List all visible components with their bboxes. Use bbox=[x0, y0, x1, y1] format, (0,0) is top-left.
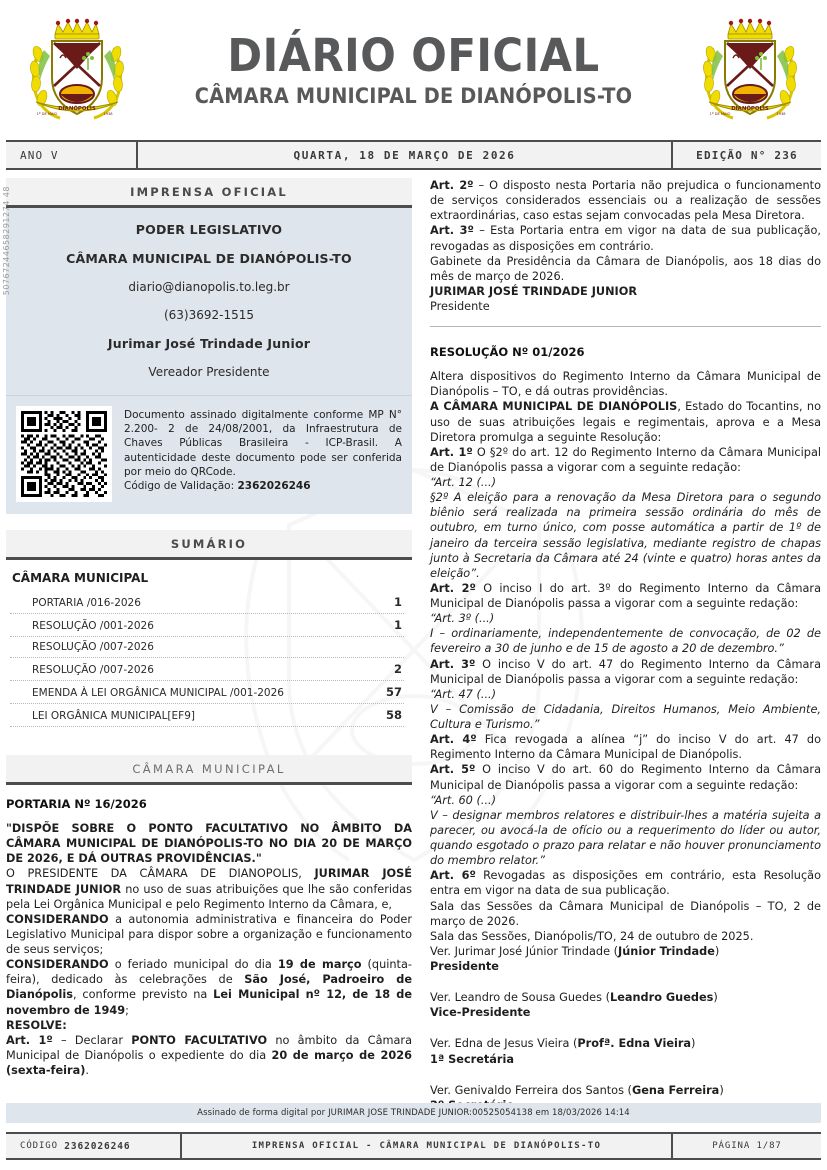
portaria-title: PORTARIA Nº 16/2026 bbox=[6, 797, 147, 811]
sumario-body bbox=[6, 560, 412, 737]
sala-sessoes-1: Sala das Sessões da Câmara Municipal de Dianópolis – TO, 2 de março de 2026. bbox=[430, 899, 821, 928]
resolucao-art3-quote-body: V – Comissão de Cidadania, Direitos Humanos, Meio Ambiente, Cultura e Turismo.” bbox=[430, 702, 821, 731]
p4-part-f: . bbox=[85, 1064, 89, 1077]
sumario-row-page: 57 bbox=[385, 685, 402, 699]
camara-label: CÂMARA MUNICIPAL DE DIANÓPOLIS-TO bbox=[66, 251, 352, 266]
email-text[interactable]: diario@dianopolis.to.leg.br bbox=[128, 280, 290, 294]
p3-part-d: (quinta-feira), dedicado às celebrações de bbox=[6, 958, 412, 987]
edition-number: EDIÇÃO N° 236 bbox=[696, 148, 798, 162]
qr-code-icon[interactable] bbox=[16, 406, 112, 502]
resolucao-art1-quote-body: §2º A eleição para a renovação da Mesa Diretora para o segundo biênio será realizada na primeira sessão ordinária do mês de outubro, em turno único, com posse automática a partir de 1º de janeiro da terceira sessão legislativa, mediante registro de chapas junto à Secretaria da Câmara até 24 (vinte e quatro) horas antes da eleição”. bbox=[430, 491, 821, 580]
mesa-member-name bbox=[430, 944, 821, 959]
masthead-text bbox=[132, 29, 695, 108]
res-open-a: A CÂMARA MUNICIPAL DE DIANÓPOLIS bbox=[430, 400, 678, 414]
resolve-label: RESOLVE: bbox=[6, 1018, 67, 1032]
p3-part-c: 19 de março bbox=[277, 958, 362, 972]
p1-part-b: JURIMAR JOSÉ TRINDADE JUNIOR bbox=[6, 867, 412, 896]
r-art1-label: Art. 1º bbox=[430, 445, 473, 459]
sumario-row[interactable] bbox=[10, 681, 404, 704]
sumario-row[interactable] bbox=[10, 658, 404, 681]
resolucao-art4 bbox=[430, 732, 821, 762]
camara-section bbox=[6, 755, 412, 1078]
svg-text:1º DE MAIO: 1º DE MAIO bbox=[709, 112, 731, 116]
mesa-diretora-list bbox=[430, 944, 821, 1113]
r-art5-label: Art. 5º bbox=[430, 763, 476, 777]
resolucao-art2-quote-body: I – ordinariamente, independentemente de convocação, de 02 de fevereiro a 30 de junho e de 15 de agosto a 20 de dezembro.” bbox=[430, 627, 821, 656]
resolucao-art1 bbox=[430, 445, 821, 475]
edition-bar bbox=[6, 140, 821, 170]
sumario-panel bbox=[6, 530, 412, 737]
portaria-art2 bbox=[430, 178, 821, 223]
validation-text-block bbox=[124, 406, 402, 493]
digital-validation-block bbox=[6, 395, 412, 514]
edition-year: ANO V bbox=[6, 142, 138, 168]
mesa-member-suffix: ) bbox=[714, 944, 720, 958]
p3-part-g: Lei Municipal nº 12, de 18 de novembro de 1949 bbox=[6, 988, 412, 1017]
portaria-ementa: "DISPÕE SOBRE O PONTO FACULTATIVO NO ÂMBITO DA CÂMARA MUNICIPAL DE DIANÓPOLIS-TO NO DIA 20 DE MARÇO DE 2026, E DÁ OUTRAS PROVIDÊNCIAS." bbox=[6, 822, 412, 866]
resolucao-ementa: Altera dispositivos do Regimento Interno da Câmara Municipal de Dianópolis – TO, e dá outras providências. bbox=[430, 370, 821, 399]
r-art6-label: Art. 6º bbox=[430, 869, 476, 883]
camara-section-header: CÂMARA MUNICIPAL bbox=[6, 755, 412, 785]
footer-code-label: CÓDIGO bbox=[20, 1141, 58, 1151]
resolucao-art3 bbox=[430, 657, 821, 687]
resolucao-art6 bbox=[430, 868, 821, 898]
validation-description: Documento assinado digitalmente conforme MP N° 2.200- 2 de 24/08/2001, da Infraestrutura de Chaves Públicas Brasileira - ICP-Brasil. A autenticidade deste documento pode ser conferida por meio do QRCode. bbox=[124, 409, 402, 478]
sumario-row[interactable] bbox=[10, 591, 404, 614]
svg-text:1938: 1938 bbox=[776, 112, 786, 116]
coat-of-arms-icon bbox=[695, 14, 805, 126]
mesa-member-fullname: Ver. Edna de Jesus Vieira ( bbox=[430, 1037, 578, 1051]
mesa-member-name bbox=[430, 1083, 821, 1098]
president-role: Vereador Presidente bbox=[148, 365, 270, 379]
sumario-row-page: 2 bbox=[393, 662, 402, 676]
resolucao-art2-quote-head: “Art. 3º (...) bbox=[430, 612, 495, 626]
p4-part-d: no âmbito da Câmara Municipal de Dianópolis o expediente do dia bbox=[6, 1033, 412, 1062]
resolucao-art3-quote-head: “Art. 47 (...) bbox=[430, 687, 497, 701]
mesa-member-fullname: Ver. Genivaldo Ferreira dos Santos ( bbox=[430, 1083, 632, 1097]
sumario-row-label: RESOLUÇÃO /007-2026 bbox=[32, 664, 154, 676]
sumario-row-page: 1 bbox=[393, 618, 402, 632]
resolucao-art5-quote-body: V – designar membros relatores e distribuir-lhes a matéria sujeita a parecer, ou avocá-la de ofício ou a requerimento do líder ou autor, quando esgotado o prazo para relatar e não houver pronunciamento do membro relator.” bbox=[430, 808, 821, 868]
page-subtitle: CÂMARA MUNICIPAL DE DIANÓPOLIS-TO bbox=[194, 83, 633, 108]
president-name: Jurimar José Trindade Junior bbox=[107, 336, 311, 351]
r-art4-label: Art. 4º bbox=[430, 733, 477, 747]
p3-part-f: , conforme previsto na bbox=[73, 988, 214, 1002]
footer-title: IMPRENSA OFICIAL - CÂMARA MUNICIPAL DE DIANÓPOLIS-TO bbox=[182, 1134, 673, 1158]
p1-part-c: no uso de suas atribuições que lhe são conferidas pela Lei Orgânica Municipal e pelo Regimento Interno da Câmara, e, bbox=[6, 882, 413, 911]
mesa-member-role: 1ª Secretária bbox=[430, 1052, 514, 1066]
portaria-art3 bbox=[430, 223, 821, 253]
mesa-member-suffix: ) bbox=[719, 1083, 724, 1097]
svg-text:1º DE MAIO: 1º DE MAIO bbox=[36, 112, 58, 116]
mesa-member-name bbox=[430, 1036, 821, 1051]
sumario-row[interactable] bbox=[10, 614, 404, 637]
p1-part-a: O PRESIDENTE DA CÂMARA DE DIANOPOLIS, bbox=[6, 867, 315, 881]
portaria-signature-role: Presidente bbox=[430, 300, 490, 313]
r-art4-text: Fica revogada a alínea “j” do inciso V do art. 47 do Regimento Interno da Câmara Municipal de Dianópolis. bbox=[430, 733, 821, 762]
sumario-header: SUMÁRIO bbox=[6, 530, 412, 560]
p4-part-a: Art. 1º bbox=[6, 1033, 53, 1047]
sumario-row-label: PORTARIA /016-2026 bbox=[32, 597, 141, 609]
imprensa-header: IMPRENSA OFICIAL bbox=[6, 178, 412, 208]
footer-page: PÁGINA 1/87 bbox=[712, 1141, 782, 1151]
sumario-group-label: CÂMARA MUNICIPAL bbox=[12, 571, 149, 585]
p2-part-b: a autonomia administrativa e financeira do Poder Legislativo Municipal para dispor sobre a organização e funcionamento de seus serviços; bbox=[6, 912, 412, 956]
sumario-row-label: LEI ORGÂNICA MUNICIPAL[EF9] bbox=[32, 710, 195, 722]
content-columns bbox=[0, 178, 827, 1113]
p3-part-e: São José, Padroeiro de Dianópolis bbox=[6, 973, 412, 1002]
edition-date: QUARTA, 18 DE MARÇO DE 2026 bbox=[138, 142, 673, 168]
mesa-member-role: Presidente bbox=[430, 960, 499, 973]
document-id-strip: 50767244658291274 48 bbox=[2, 186, 11, 296]
r-art2-text: O inciso I do art. 3º do Regimento Interno da Câmara Municipal de Dianópolis passa a vigorar com a seguinte redação: bbox=[430, 581, 822, 610]
r-art3-text: O inciso V do art. 47 do Regimento Interno da Câmara Municipal de Dianópolis passa a vigorar com a seguinte redação: bbox=[430, 657, 822, 686]
p3-part-a: CONSIDERANDO bbox=[6, 958, 109, 972]
masthead bbox=[0, 0, 827, 140]
mesa-member-role: Vice-Presidente bbox=[430, 1006, 531, 1020]
resolucao-preamble bbox=[430, 399, 821, 444]
art2-label: Art. 2º bbox=[430, 179, 474, 192]
mesa-member bbox=[430, 1036, 821, 1066]
right-column bbox=[420, 178, 821, 1113]
p4-part-e: 20 de março de 2026 (sexta-feira) bbox=[6, 1048, 412, 1077]
sumario-row-label: RESOLUÇÃO /007-2026 bbox=[32, 641, 154, 653]
svg-text:DIANÓPOLIS: DIANÓPOLIS bbox=[731, 106, 769, 112]
portaria-paragraph-1 bbox=[6, 866, 412, 911]
sumario-row[interactable] bbox=[10, 704, 404, 727]
sumario-rows bbox=[10, 591, 404, 727]
resolucao-art2 bbox=[430, 581, 821, 611]
section-divider bbox=[430, 326, 821, 327]
art3-label: Art. 3º bbox=[430, 224, 474, 238]
footer-code bbox=[6, 1134, 182, 1158]
mesa-member-suffix: ) bbox=[713, 991, 718, 1005]
mesa-member bbox=[430, 944, 821, 974]
resolucao-title: RESOLUÇÃO Nº 01/2026 bbox=[430, 345, 585, 360]
resolucao-art5-quote-head: “Art. 60 (...) bbox=[430, 793, 497, 807]
portaria-signature-name: JURIMAR JOSÉ TRINDADE JUNIOR bbox=[430, 284, 638, 298]
res-open-b: , Estado do Tocantins, no uso de suas atribuições legais e regimentais, aprova e a Mesa Diretora promulga a seguinte Resolução: bbox=[430, 400, 821, 444]
sumario-row[interactable] bbox=[10, 637, 404, 658]
svg-text:1938: 1938 bbox=[103, 112, 113, 116]
p3-part-h: ; bbox=[125, 1003, 129, 1017]
r-art3-label: Art. 3º bbox=[430, 657, 476, 671]
mesa-member-nickname: Leandro Guedes bbox=[610, 991, 714, 1005]
column-gutter bbox=[412, 178, 420, 1113]
digital-signature-strip: Assinado de forma digital por JURIMAR JOSE TRINDADE JUNIOR:00525054138 em 18/03/2026 14:14 bbox=[6, 1103, 821, 1123]
art2-text: – O disposto nesta Portaria não prejudica o funcionamento de serviços considerados essenciais ou a realização de sessões extraordinárias, caso estas sejam convocadas pela Mesa Diretora. bbox=[430, 179, 822, 223]
r-art5-text: O inciso V do art. 60 do Regimento Interno da Câmara Municipal de Dianópolis passa a vigorar com a seguinte redação: bbox=[430, 763, 822, 792]
validation-code-label: Código de Validação: bbox=[124, 479, 235, 492]
imprensa-oficial-panel bbox=[6, 178, 412, 395]
p3-part-b: o feriado municipal do dia bbox=[108, 958, 278, 972]
left-column bbox=[2, 178, 413, 1113]
svg-text:DIANÓPOLIS: DIANÓPOLIS bbox=[58, 106, 96, 112]
mesa-member-nickname: Júnior Trindade bbox=[618, 944, 715, 958]
mesa-member-nickname: Gena Ferreira bbox=[631, 1083, 720, 1097]
portaria-paragraph-2 bbox=[6, 912, 412, 957]
sumario-row-label: EMENDA À LEI ORGÂNICA MUNICIPAL /001-2026 bbox=[32, 687, 284, 699]
mesa-member-fullname: Ver. Jurimar José Júnior Trindade ( bbox=[430, 944, 619, 958]
footer-code-value: 2362026246 bbox=[64, 1140, 131, 1152]
r-art6-text: Revogadas as disposições em contrário, esta Resolução entra em vigor na data de sua publicação. bbox=[430, 869, 822, 898]
sumario-row-label: RESOLUÇÃO /001-2026 bbox=[32, 620, 154, 632]
sumario-row-page: 1 bbox=[393, 595, 402, 609]
p4-part-b: – Declarar bbox=[52, 1033, 132, 1047]
sala-sessoes-2: Sala das Sessões, Dianópolis/TO, 24 de outubro de 2025. bbox=[430, 929, 754, 943]
r-art2-label: Art. 2º bbox=[430, 581, 476, 595]
imprensa-body bbox=[6, 208, 412, 395]
coat-of-arms-icon bbox=[22, 14, 132, 126]
page-footer bbox=[6, 1132, 821, 1160]
mesa-member bbox=[430, 990, 821, 1020]
resolucao-art5 bbox=[430, 762, 821, 792]
mesa-member-suffix: ) bbox=[691, 1037, 696, 1051]
gabinete-text: Gabinete da Presidência da Câmara de Dianópolis, aos 18 dias do mês de março de 2026. bbox=[430, 254, 821, 283]
page-title: DIÁRIO OFICIAL bbox=[227, 29, 600, 83]
resolucao-art1-quote-head: “Art. 12 (...) bbox=[430, 476, 497, 489]
p4-part-c: PONTO FACULTATIVO bbox=[131, 1033, 268, 1047]
sumario-row-page: 58 bbox=[385, 708, 402, 722]
poder-legislativo-label: PODER LEGISLATIVO bbox=[135, 222, 283, 237]
mesa-member-fullname: Ver. Leandro de Sousa Guedes ( bbox=[430, 991, 611, 1005]
mesa-member-nickname: Profª. Edna Vieira bbox=[577, 1037, 692, 1051]
portaria-paragraph-3 bbox=[6, 957, 412, 1018]
validation-code-value: 2362026246 bbox=[237, 479, 311, 492]
phone-text: (63)3692-1515 bbox=[163, 308, 255, 322]
p2-part-a: CONSIDERANDO bbox=[6, 912, 109, 926]
mesa-member-name bbox=[430, 990, 821, 1005]
art3-text: – Esta Portaria entra em vigor na data de sua publicação, revogadas as disposições em contrário. bbox=[430, 224, 822, 253]
portaria-art1 bbox=[6, 1033, 412, 1078]
r-art1-text: O §2º do art. 12 do Regimento Interno da Câmara Municipal de Dianópolis passa a vigorar com a seguinte redação: bbox=[430, 445, 822, 474]
